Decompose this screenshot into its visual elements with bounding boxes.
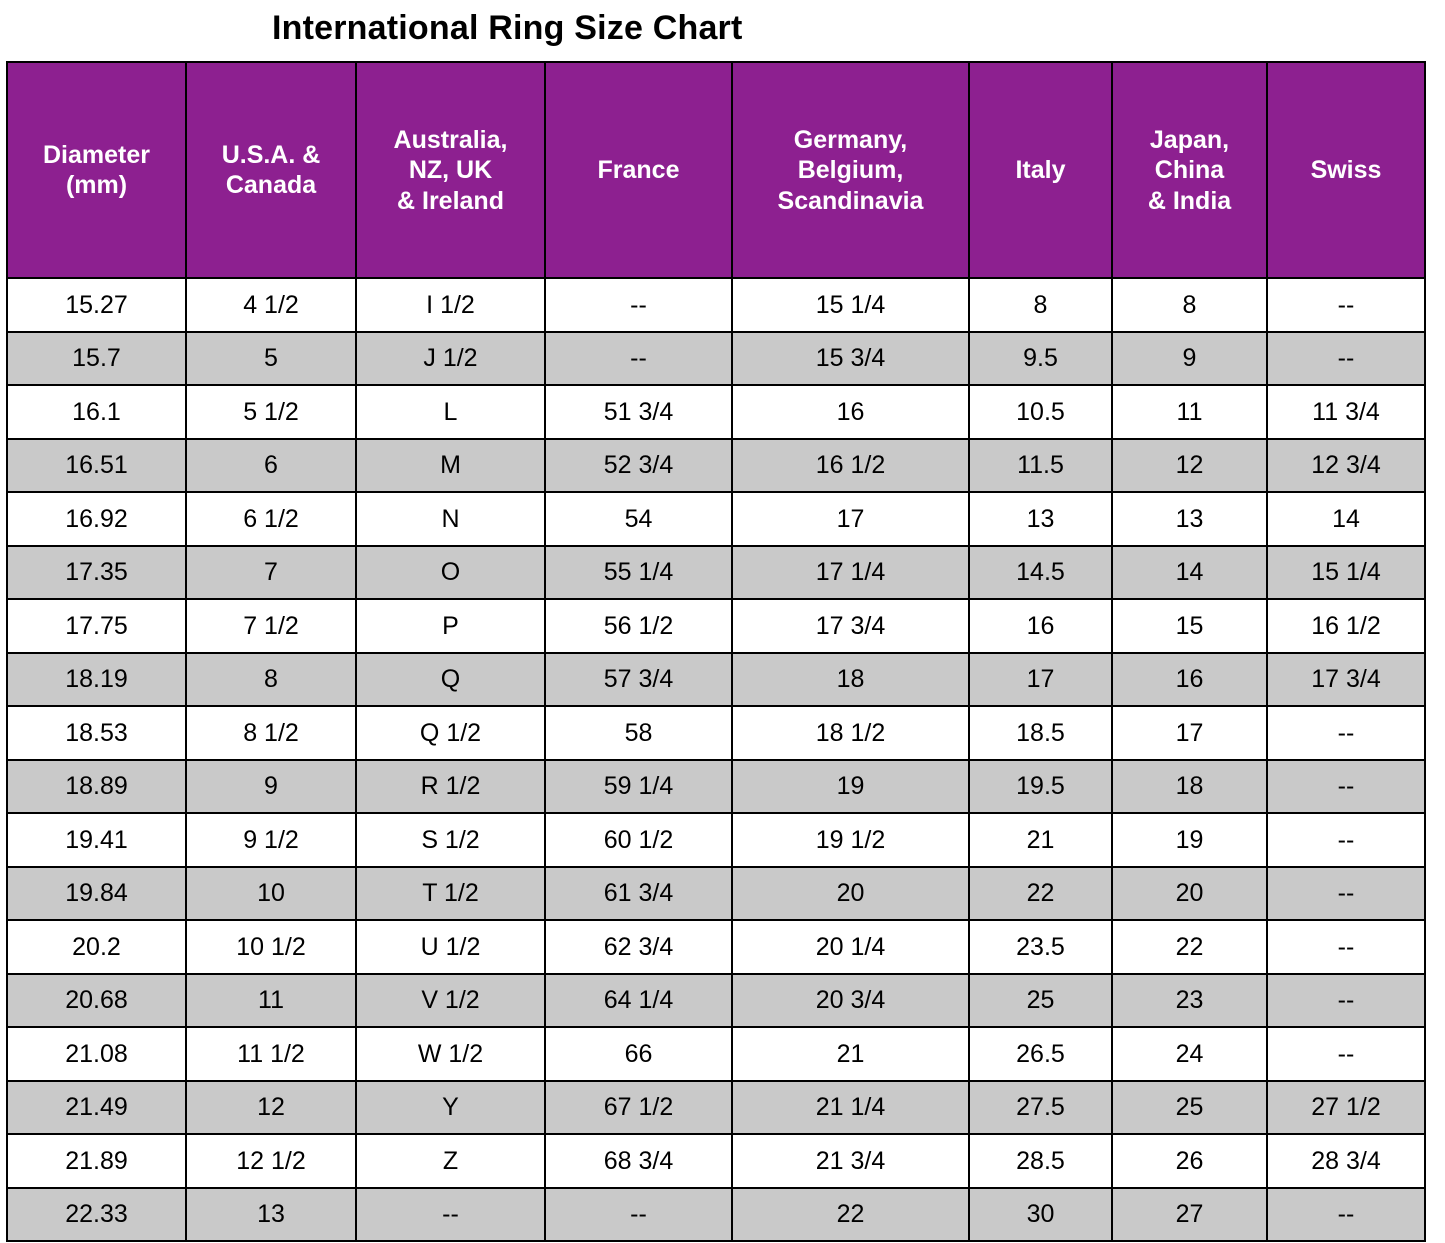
column-header [969,62,1112,278]
table-row [7,439,1425,493]
table-cell: 22 [969,867,1112,921]
table-cell: 11.5 [969,439,1112,493]
table-cell: 5 [186,332,356,386]
table-cell: 11 1/2 [186,1027,356,1081]
table-cell: 16 [1112,653,1267,707]
table-cell: 23 [1112,974,1267,1028]
table-cell: -- [545,332,732,386]
column-header-line: (mm) [65,171,128,200]
table-cell: 19.5 [969,760,1112,814]
table-cell: 19.41 [7,813,186,867]
table-cell: V 1/2 [356,974,545,1028]
table-cell: 21 [969,813,1112,867]
column-header-line: Scandinavia [777,186,924,215]
column-header [186,62,356,278]
table-cell: -- [1267,867,1425,921]
table-cell: 14 [1112,546,1267,600]
column-header [7,62,186,278]
table-cell: 10 [186,867,356,921]
table-cell: 57 3/4 [545,653,732,707]
table-cell: 14.5 [969,546,1112,600]
column-header-line: Japan, [1149,125,1230,154]
table-cell: W 1/2 [356,1027,545,1081]
table-cell: 28.5 [969,1134,1112,1188]
table-cell: 12 1/2 [186,1134,356,1188]
table-cell: 15 3/4 [732,332,969,386]
column-header-line: Germany, [793,125,908,154]
table-row [7,920,1425,974]
table-cell: 21.08 [7,1027,186,1081]
table-cell: 22 [1112,920,1267,974]
table-cell: -- [1267,1188,1425,1242]
table-cell: 27.5 [969,1081,1112,1135]
column-header-line: U.S.A. & [221,140,321,169]
table-cell: 60 1/2 [545,813,732,867]
table-row [7,706,1425,760]
table-cell: 18 [732,653,969,707]
table-cell: 16 [969,599,1112,653]
table-cell: 19 [1112,813,1267,867]
table-cell: 4 1/2 [186,278,356,332]
table-cell: 17 3/4 [1267,653,1425,707]
table-cell: 58 [545,706,732,760]
column-header [545,62,732,278]
column-header-line: & India [1147,186,1232,215]
table-cell: 51 3/4 [545,385,732,439]
table-cell: 19 1/2 [732,813,969,867]
table-cell: 17 1/4 [732,546,969,600]
table-cell: 9 [186,760,356,814]
table-cell: 23.5 [969,920,1112,974]
table-cell: 8 1/2 [186,706,356,760]
table-cell: 10 1/2 [186,920,356,974]
table-cell: 17.35 [7,546,186,600]
table-row [7,332,1425,386]
table-cell: 24 [1112,1027,1267,1081]
table-cell: M [356,439,545,493]
table-cell: J 1/2 [356,332,545,386]
table-cell: 64 1/4 [545,974,732,1028]
table-cell: 11 [186,974,356,1028]
table-cell: 68 3/4 [545,1134,732,1188]
table-cell: 20 [1112,867,1267,921]
table-row [7,1081,1425,1135]
table-cell: 26 [1112,1134,1267,1188]
table-cell: 21 1/4 [732,1081,969,1135]
table-cell: 15 1/4 [1267,546,1425,600]
table-cell: 13 [969,492,1112,546]
table-cell: R 1/2 [356,760,545,814]
column-header [356,62,545,278]
table-row [7,1027,1425,1081]
table-cell: 10.5 [969,385,1112,439]
table-cell: 22.33 [7,1188,186,1242]
table-cell: 9 1/2 [186,813,356,867]
table-cell: 20.2 [7,920,186,974]
table-cell: 27 [1112,1188,1267,1242]
table-row [7,760,1425,814]
table-cell: -- [1267,813,1425,867]
table-cell: 16.92 [7,492,186,546]
table-cell: 15.27 [7,278,186,332]
table-cell: 17 [732,492,969,546]
table-cell: 25 [1112,1081,1267,1135]
table-cell: 26.5 [969,1027,1112,1081]
table-cell: 52 3/4 [545,439,732,493]
table-cell: 6 [186,439,356,493]
table-row [7,813,1425,867]
table-row [7,546,1425,600]
table-cell: 20.68 [7,974,186,1028]
column-header-line: Italy [1015,156,1066,185]
column-header-line: Belgium, [797,156,904,185]
table-cell: O [356,546,545,600]
table-cell: 16.51 [7,439,186,493]
table-row [7,385,1425,439]
table-cell: -- [1267,706,1425,760]
table-row [7,278,1425,332]
table-cell: -- [545,1188,732,1242]
table-cell: 8 [186,653,356,707]
table-cell: 13 [186,1188,356,1242]
table-cell: 11 [1112,385,1267,439]
table-cell: -- [356,1188,545,1242]
table-cell: -- [1267,974,1425,1028]
table-cell: 15 [1112,599,1267,653]
table-header-row [7,62,1425,278]
table-body [7,278,1425,1241]
table-cell: 15.7 [7,332,186,386]
table-cell: 18 1/2 [732,706,969,760]
table-row [7,492,1425,546]
table-row [7,974,1425,1028]
table-cell: U 1/2 [356,920,545,974]
table-row [7,1188,1425,1242]
table-cell: 12 3/4 [1267,439,1425,493]
table-cell: 30 [969,1188,1112,1242]
table-cell: Q 1/2 [356,706,545,760]
table-cell: 28 3/4 [1267,1134,1425,1188]
column-header-line: Diameter [43,140,150,169]
table-cell: -- [1267,1027,1425,1081]
table-cell: 6 1/2 [186,492,356,546]
table-cell: 18.53 [7,706,186,760]
table-cell: 18.19 [7,653,186,707]
page-title: International Ring Size Chart [272,9,743,47]
table-cell: 55 1/4 [545,546,732,600]
table-cell: 62 3/4 [545,920,732,974]
table-cell: 61 3/4 [545,867,732,921]
column-header [732,62,969,278]
table-cell: 54 [545,492,732,546]
table-cell: -- [1267,760,1425,814]
table-cell: 20 [732,867,969,921]
table-cell: T 1/2 [356,867,545,921]
table-cell: -- [1267,278,1425,332]
table-cell: 59 1/4 [545,760,732,814]
table-cell: -- [545,278,732,332]
table-cell: 27 1/2 [1267,1081,1425,1135]
ring-size-table [6,61,1426,1242]
table-cell: 8 [1112,278,1267,332]
table-row [7,599,1425,653]
table-cell: 66 [545,1027,732,1081]
table-cell: 56 1/2 [545,599,732,653]
table-row [7,653,1425,707]
table-cell: 9 [1112,332,1267,386]
table-cell: 16 1/2 [1267,599,1425,653]
table-cell: 21 3/4 [732,1134,969,1188]
table-cell: 12 [186,1081,356,1135]
column-header [1112,62,1267,278]
table-cell: -- [1267,920,1425,974]
table-cell: 17.75 [7,599,186,653]
table-cell: 19.84 [7,867,186,921]
table-cell: 21.89 [7,1134,186,1188]
table-cell: 18.89 [7,760,186,814]
table-cell: 7 [186,546,356,600]
table-cell: 17 [1112,706,1267,760]
table-cell: 12 [1112,439,1267,493]
column-header-line: Swiss [1310,156,1382,185]
table-cell: 18.5 [969,706,1112,760]
table-cell: 20 3/4 [732,974,969,1028]
table-cell: 17 3/4 [732,599,969,653]
table-cell: 7 1/2 [186,599,356,653]
column-header-line: & Ireland [397,186,504,215]
table-cell: 15 1/4 [732,278,969,332]
table-cell: 17 [969,653,1112,707]
table-cell: Q [356,653,545,707]
table-cell: Y [356,1081,545,1135]
table-cell: 8 [969,278,1112,332]
table-cell: 25 [969,974,1112,1028]
table-cell: 13 [1112,492,1267,546]
table-cell: P [356,599,545,653]
column-header-line: China [1154,156,1225,185]
table-cell: 16 [732,385,969,439]
column-header-line: Canada [225,171,317,200]
table-cell: 21 [732,1027,969,1081]
table-row [7,867,1425,921]
table-cell: 14 [1267,492,1425,546]
table-cell: 16.1 [7,385,186,439]
table-cell: 18 [1112,760,1267,814]
table-cell: 20 1/4 [732,920,969,974]
column-header-line: France [597,156,680,185]
table-cell: S 1/2 [356,813,545,867]
table-cell: L [356,385,545,439]
table-cell: N [356,492,545,546]
table-cell: -- [1267,332,1425,386]
table-cell: 16 1/2 [732,439,969,493]
table-cell: I 1/2 [356,278,545,332]
table-cell: 22 [732,1188,969,1242]
column-header-line: Australia, [393,125,508,154]
table-cell: 21.49 [7,1081,186,1135]
table-cell: 11 3/4 [1267,385,1425,439]
table-cell: 67 1/2 [545,1081,732,1135]
table-cell: 19 [732,760,969,814]
column-header [1267,62,1425,278]
table-cell: 5 1/2 [186,385,356,439]
table-header [7,62,1425,278]
table-row [7,1134,1425,1188]
table-cell: 9.5 [969,332,1112,386]
table-cell: Z [356,1134,545,1188]
column-header-line: NZ, UK [408,156,493,185]
